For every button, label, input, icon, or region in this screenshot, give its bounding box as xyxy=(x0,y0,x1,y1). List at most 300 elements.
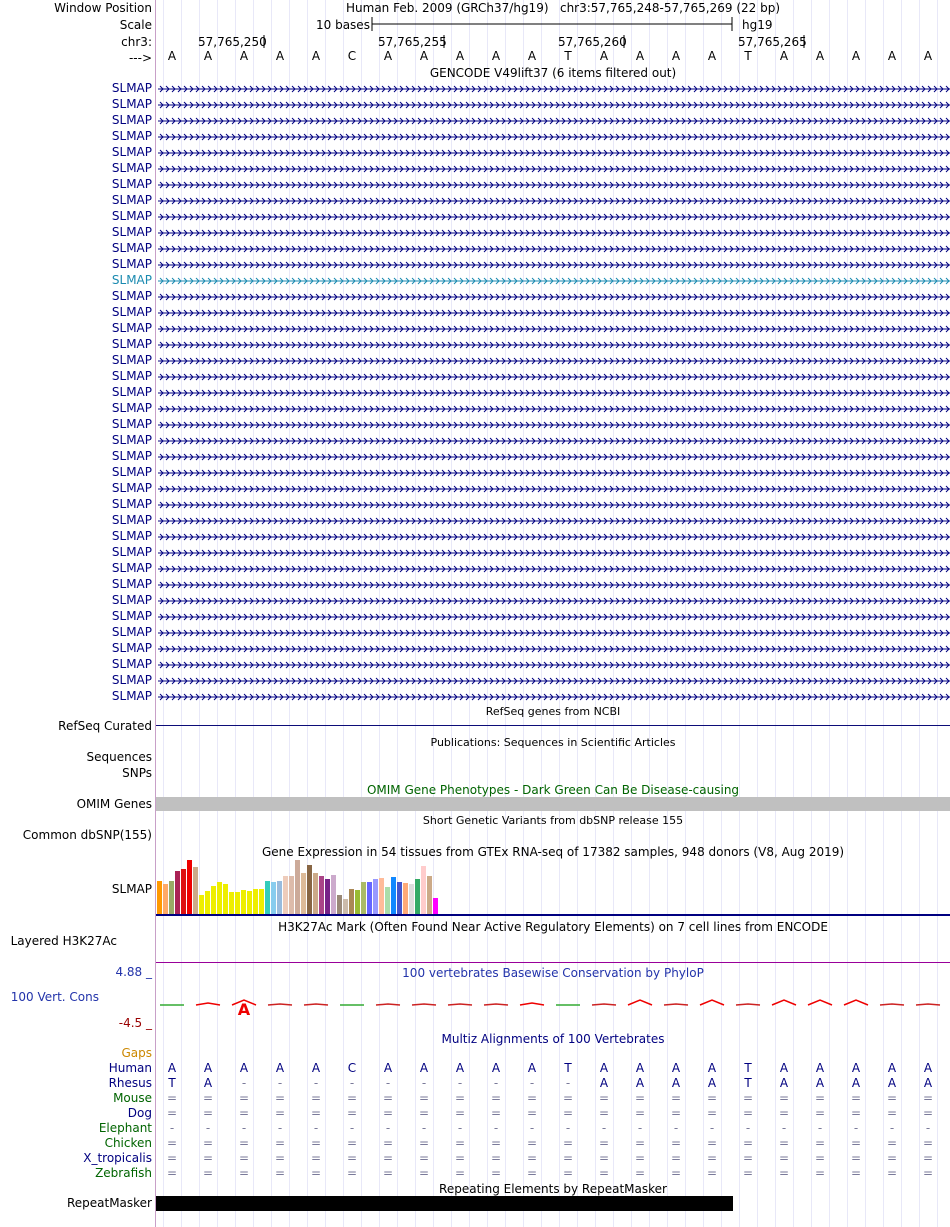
alignment-base: = xyxy=(598,1106,610,1120)
phylop-score-glyph xyxy=(304,1004,328,1005)
gencode-transcript-line[interactable] xyxy=(156,164,950,174)
alignment-base: - xyxy=(277,1121,283,1135)
phylop-score-glyph xyxy=(880,1004,904,1005)
gencode-transcript-line[interactable] xyxy=(156,516,950,526)
gtex-tissue-bar xyxy=(361,882,366,914)
gencode-transcript-label[interactable]: SLMAP xyxy=(111,305,152,319)
publications-title: Publications: Sequences in Scientific Articles xyxy=(430,736,676,749)
gencode-transcript-label[interactable]: SLMAP xyxy=(111,257,152,271)
alignment-base: = xyxy=(922,1091,934,1105)
alignment-base: A xyxy=(887,1061,897,1075)
gencode-transcript-line[interactable] xyxy=(156,692,950,702)
alignment-base: A xyxy=(203,1076,213,1090)
base-letter: A xyxy=(887,49,897,63)
gencode-transcript-line[interactable] xyxy=(156,84,950,94)
gencode-transcript-label[interactable]: SLMAP xyxy=(111,177,152,191)
gtex-tissue-bar xyxy=(229,892,234,914)
gencode-transcript-label[interactable]: SLMAP xyxy=(111,369,152,383)
gtex-baseline xyxy=(156,914,950,916)
alignment-base: = xyxy=(778,1106,790,1120)
alignment-base: = xyxy=(310,1151,322,1165)
species-label[interactable]: X_tropicalis xyxy=(83,1151,152,1165)
gencode-transcript-label[interactable]: SLMAP xyxy=(111,289,152,303)
gencode-transcript-line[interactable] xyxy=(156,468,950,478)
alignment-base: - xyxy=(565,1076,571,1090)
alignment-base: = xyxy=(238,1136,250,1150)
alignment-base: = xyxy=(454,1136,466,1150)
alignment-base: = xyxy=(274,1151,286,1165)
phylop-graph[interactable] xyxy=(156,995,950,1025)
alignment-base: - xyxy=(205,1121,211,1135)
alignment-base: = xyxy=(274,1166,286,1180)
gencode-transcript-label[interactable]: SLMAP xyxy=(111,465,152,479)
scale-label: Scale xyxy=(119,18,152,32)
gtex-tissue-bar xyxy=(415,879,420,914)
alignment-base: A xyxy=(815,1061,825,1075)
alignment-base: = xyxy=(526,1151,538,1165)
gencode-transcript-label[interactable]: SLMAP xyxy=(111,161,152,175)
alignment-base: - xyxy=(349,1076,355,1090)
gencode-transcript-line[interactable] xyxy=(156,580,950,590)
alignment-base: A xyxy=(527,1061,537,1075)
phylop-min-label: -4.5 _ xyxy=(118,1016,152,1030)
alignment-base: = xyxy=(814,1091,826,1105)
gencode-transcript-line[interactable] xyxy=(156,324,950,334)
alignment-base: - xyxy=(565,1121,571,1135)
gencode-transcript-line[interactable] xyxy=(156,292,950,302)
alignment-base: A xyxy=(635,1061,645,1075)
gencode-transcript-line[interactable] xyxy=(156,148,950,158)
alignment-base: = xyxy=(454,1166,466,1180)
gencode-transcript-line[interactable] xyxy=(156,212,950,222)
refseq-label[interactable]: RefSeq Curated xyxy=(58,719,152,733)
base-letter: A xyxy=(203,49,213,63)
alignment-base: = xyxy=(202,1166,214,1180)
omim-label[interactable]: OMIM Genes xyxy=(76,797,152,811)
gtex-tissue-bar xyxy=(355,890,360,914)
alignment-base: = xyxy=(706,1136,718,1150)
alignment-base: = xyxy=(922,1136,934,1150)
alignment-base: = xyxy=(562,1106,574,1120)
alignment-base: - xyxy=(709,1121,715,1135)
tick-label: 57,765,250 xyxy=(198,35,267,49)
base-letter: A xyxy=(383,49,393,63)
alignment-base: = xyxy=(886,1091,898,1105)
gtex-tissue-bar xyxy=(319,876,324,914)
alignment-base: - xyxy=(385,1076,391,1090)
alignment-base: - xyxy=(349,1121,355,1135)
alignment-base: = xyxy=(850,1136,862,1150)
gtex-tissue-bar xyxy=(217,882,222,914)
alignment-base: = xyxy=(166,1106,178,1120)
alignment-base: = xyxy=(346,1151,358,1165)
phylop-score-glyph xyxy=(196,1003,220,1005)
alignment-base: T xyxy=(168,1076,176,1090)
gencode-transcript-label[interactable]: SLMAP xyxy=(111,81,152,95)
gencode-transcript-label[interactable]: SLMAP xyxy=(111,497,152,511)
alignment-base: = xyxy=(670,1151,682,1165)
gencode-transcript-line[interactable] xyxy=(156,500,950,510)
gencode-transcript-line[interactable] xyxy=(156,612,950,622)
gencode-transcript-line[interactable] xyxy=(156,116,950,126)
snps-label[interactable]: SNPs xyxy=(122,766,152,780)
alignment-base: = xyxy=(922,1151,934,1165)
alignment-base: = xyxy=(886,1151,898,1165)
alignment-base: = xyxy=(382,1136,394,1150)
alignment-base: = xyxy=(778,1166,790,1180)
alignment-base: = xyxy=(490,1106,502,1120)
species-label[interactable]: Dog xyxy=(127,1106,152,1120)
phylop-score-glyph xyxy=(628,1000,652,1005)
h3k27ac-label[interactable]: Layered H3K27Ac xyxy=(10,934,117,948)
alignment-base: = xyxy=(670,1166,682,1180)
base-letter: A xyxy=(851,49,861,63)
gencode-transcript-label[interactable]: SLMAP xyxy=(111,625,152,639)
gencode-transcript-label[interactable]: SLMAP xyxy=(111,593,152,607)
alignment-base: - xyxy=(529,1076,535,1090)
gencode-transcript-label[interactable]: SLMAP xyxy=(111,321,152,335)
gtex-tissue-bar xyxy=(421,866,426,914)
gtex-tissue-bar xyxy=(343,899,348,914)
gtex-tissue-bar xyxy=(427,876,432,914)
gencode-transcript-label[interactable]: SLMAP xyxy=(111,449,152,463)
base-letter: T xyxy=(744,49,752,63)
gtex-tissue-bar xyxy=(307,865,312,914)
species-label[interactable]: Zebrafish xyxy=(95,1166,152,1180)
alignment-base: A xyxy=(239,1061,249,1075)
alignment-base: = xyxy=(418,1136,430,1150)
alignment-base: = xyxy=(526,1136,538,1150)
scale-text: 10 bases xyxy=(316,18,370,32)
alignment-base: A xyxy=(599,1076,609,1090)
tick-label: 57,765,260 xyxy=(558,35,627,49)
alignment-base: = xyxy=(634,1166,646,1180)
alignment-base: = xyxy=(598,1091,610,1105)
alignment-base: = xyxy=(238,1091,250,1105)
gtex-tissue-bar xyxy=(283,876,288,914)
gencode-transcript-label[interactable]: SLMAP xyxy=(111,225,152,239)
alignment-base: = xyxy=(562,1151,574,1165)
db-text: hg19 xyxy=(742,18,773,32)
phylop-score-glyph xyxy=(484,1004,508,1005)
alignment-base: C xyxy=(347,1061,357,1075)
alignment-base: - xyxy=(493,1121,499,1135)
base-letter: A xyxy=(599,49,609,63)
gtex-tissue-bar xyxy=(379,878,384,914)
species-label[interactable]: Mouse xyxy=(113,1091,152,1105)
alignment-base: = xyxy=(742,1151,754,1165)
gtex-tissue-bar xyxy=(433,898,438,914)
alignment-base: A xyxy=(419,1061,429,1075)
gtex-label[interactable]: SLMAP xyxy=(111,882,152,896)
dbsnp-label[interactable]: Common dbSNP(155) xyxy=(22,828,152,842)
gencode-transcript-label[interactable]: SLMAP xyxy=(111,561,152,575)
alignment-base: = xyxy=(742,1136,754,1150)
multiz-title: Multiz Alignments of 100 Vertebrates xyxy=(441,1032,665,1046)
phylop-score-glyph xyxy=(448,1004,472,1005)
gencode-transcript-line[interactable] xyxy=(156,596,950,606)
alignment-base: = xyxy=(742,1091,754,1105)
gencode-transcript-label[interactable]: SLMAP xyxy=(111,385,152,399)
gtex-tissue-bar xyxy=(331,875,336,914)
alignment-base: = xyxy=(886,1136,898,1150)
alignment-base: = xyxy=(310,1136,322,1150)
alignment-base: = xyxy=(886,1166,898,1180)
assembly-text: Human Feb. 2009 (GRCh37/hg19) xyxy=(346,1,549,15)
gtex-tissue-bar xyxy=(325,879,330,914)
repeatmasker-element[interactable] xyxy=(156,1196,733,1211)
gtex-tissue-bar xyxy=(397,882,402,914)
alignment-base: A xyxy=(599,1061,609,1075)
alignment-base: A xyxy=(383,1061,393,1075)
tick-label: 57,765,265 xyxy=(738,35,807,49)
alignment-base: = xyxy=(418,1166,430,1180)
alignment-base: - xyxy=(493,1076,499,1090)
gencode-transcript-line[interactable] xyxy=(156,484,950,494)
alignment-base: A xyxy=(851,1076,861,1090)
phylop-score-glyph xyxy=(268,1004,292,1005)
alignment-base: - xyxy=(241,1121,247,1135)
phylop-label[interactable]: 100 Vert. Cons xyxy=(10,990,99,1004)
alignment-base: A xyxy=(671,1061,681,1075)
alignment-base: - xyxy=(781,1121,787,1135)
gencode-transcript-label[interactable]: SLMAP xyxy=(111,609,152,623)
alignment-base: A xyxy=(311,1061,321,1075)
alignment-base: = xyxy=(634,1136,646,1150)
alignment-base: = xyxy=(346,1091,358,1105)
alignment-base: A xyxy=(635,1076,645,1090)
gencode-transcript-line[interactable] xyxy=(156,420,950,430)
gtex-tissue-bar xyxy=(385,887,390,914)
alignment-base: = xyxy=(490,1166,502,1180)
omim-gene-bar[interactable] xyxy=(156,797,950,811)
gencode-transcript-label[interactable]: SLMAP xyxy=(111,513,152,527)
phylop-score-glyph xyxy=(592,1004,616,1005)
alignment-base: = xyxy=(418,1091,430,1105)
gencode-transcript-line[interactable] xyxy=(156,404,950,414)
alignment-base: = xyxy=(454,1151,466,1165)
gencode-transcript-line[interactable] xyxy=(156,660,950,670)
gencode-transcript-line[interactable] xyxy=(156,564,950,574)
gencode-transcript-line[interactable] xyxy=(156,260,950,270)
alignment-base: - xyxy=(313,1076,319,1090)
gtex-tissue-bar xyxy=(403,883,408,914)
gencode-transcript-line[interactable] xyxy=(156,180,950,190)
gtex-tissue-bar xyxy=(223,884,228,914)
alignment-base: = xyxy=(742,1106,754,1120)
alignment-base: - xyxy=(529,1121,535,1135)
gencode-transcript-label[interactable]: SLMAP xyxy=(111,145,152,159)
alignment-base: = xyxy=(778,1136,790,1150)
phylop-score-glyph xyxy=(736,1004,760,1005)
alignment-base: = xyxy=(166,1136,178,1150)
gencode-transcript-line[interactable] xyxy=(156,436,950,446)
alignment-base: - xyxy=(241,1076,247,1090)
alignment-base: A xyxy=(167,1061,177,1075)
gencode-transcript-label[interactable]: SLMAP xyxy=(111,529,152,543)
species-label[interactable]: Elephant xyxy=(98,1121,152,1135)
alignment-base: T xyxy=(564,1061,572,1075)
gencode-transcript-line[interactable] xyxy=(156,356,950,366)
base-letter: A xyxy=(167,49,177,63)
gtex-tissue-bar xyxy=(367,882,372,914)
gencode-transcript-line[interactable] xyxy=(156,372,950,382)
gencode-transcript-label[interactable]: SLMAP xyxy=(111,113,152,127)
gencode-transcript-label[interactable]: SLMAP xyxy=(111,689,152,703)
gencode-transcript-label[interactable]: SLMAP xyxy=(111,273,152,287)
gtex-title: Gene Expression in 54 tissues from GTEx RNA-seq of 17382 samples, 948 donors (V8, Aug 2019) xyxy=(261,845,845,859)
alignment-base: = xyxy=(202,1136,214,1150)
gencode-transcript-line[interactable] xyxy=(156,676,950,686)
gtex-tissue-bar xyxy=(253,889,258,914)
gencode-transcript-label[interactable]: SLMAP xyxy=(111,577,152,591)
multiz-gaps-label[interactable]: Gaps xyxy=(121,1046,152,1060)
gtex-tissue-bar xyxy=(181,869,186,914)
gtex-tissue-bar xyxy=(271,882,276,914)
species-label[interactable]: Chicken xyxy=(104,1136,152,1150)
gencode-transcript-line[interactable] xyxy=(156,132,950,142)
gencode-transcript-line[interactable] xyxy=(156,452,950,462)
gencode-transcript-line[interactable] xyxy=(156,388,950,398)
alignment-base: A xyxy=(887,1076,897,1090)
gencode-transcript-line[interactable] xyxy=(156,100,950,110)
h3k27ac-title: H3K27Ac Mark (Often Found Near Active Regulatory Elements) on 7 cell lines from ENCODE xyxy=(278,920,828,934)
gencode-transcript-line[interactable] xyxy=(156,308,950,318)
tick-label: 57,765,255 xyxy=(378,35,447,49)
phylop-score-glyph xyxy=(772,1000,796,1005)
alignment-base: = xyxy=(634,1091,646,1105)
alignment-base: = xyxy=(454,1106,466,1120)
gencode-transcript-line[interactable] xyxy=(156,548,950,558)
alignment-base: = xyxy=(526,1091,538,1105)
gencode-transcript-label[interactable]: SLMAP xyxy=(111,337,152,351)
gtex-tissue-bar xyxy=(169,881,174,914)
gencode-transcript-label[interactable]: SLMAP xyxy=(111,417,152,431)
phylop-score-glyph xyxy=(412,1004,436,1005)
species-label[interactable]: Human xyxy=(108,1061,152,1075)
gencode-transcript-label[interactable]: SLMAP xyxy=(111,353,152,367)
gtex-tissue-bar xyxy=(157,881,162,914)
alignment-base: = xyxy=(238,1151,250,1165)
alignment-base: = xyxy=(166,1151,178,1165)
alignment-base: A xyxy=(707,1061,717,1075)
phylop-score-glyph xyxy=(844,1000,868,1005)
gencode-transcript-label[interactable]: SLMAP xyxy=(111,129,152,143)
alignment-base: = xyxy=(814,1151,826,1165)
gencode-transcript-line[interactable] xyxy=(156,244,950,254)
alignment-base: - xyxy=(421,1121,427,1135)
gencode-transcript-line[interactable] xyxy=(156,628,950,638)
repeatmasker-label[interactable]: RepeatMasker xyxy=(66,1196,152,1210)
gtex-bar-chart[interactable] xyxy=(156,858,950,916)
h3k27ac-signal-line[interactable] xyxy=(156,962,950,963)
gencode-transcript-label[interactable]: SLMAP xyxy=(111,641,152,655)
alignment-base: = xyxy=(598,1151,610,1165)
gencode-transcript-label[interactable]: SLMAP xyxy=(111,401,152,415)
alignment-base: = xyxy=(454,1091,466,1105)
alignment-base: = xyxy=(346,1136,358,1150)
track-area[interactable] xyxy=(156,0,950,1227)
alignment-base: A xyxy=(779,1076,789,1090)
alignment-base: - xyxy=(673,1121,679,1135)
gencode-transcript-line[interactable] xyxy=(156,340,950,350)
gencode-title: GENCODE V49lift37 (6 items filtered out) xyxy=(429,66,677,80)
alignment-base: A xyxy=(851,1061,861,1075)
alignment-base: = xyxy=(706,1106,718,1120)
alignment-base: A xyxy=(923,1076,933,1090)
gencode-transcript-line[interactable] xyxy=(156,644,950,654)
species-label[interactable]: Rhesus xyxy=(108,1076,152,1090)
alignment-base: = xyxy=(238,1106,250,1120)
gencode-transcript-label[interactable]: SLMAP xyxy=(111,545,152,559)
alignment-base: = xyxy=(814,1166,826,1180)
alignment-base: - xyxy=(853,1121,859,1135)
alignment-base: = xyxy=(886,1106,898,1120)
alignment-base: = xyxy=(562,1166,574,1180)
gtex-tissue-bar xyxy=(193,867,198,914)
alignment-base: = xyxy=(310,1166,322,1180)
gtex-tissue-bar xyxy=(211,886,216,914)
gencode-transcript-label[interactable]: SLMAP xyxy=(111,209,152,223)
alignment-base: A xyxy=(671,1076,681,1090)
gencode-transcript-line[interactable] xyxy=(156,196,950,206)
chrom-label: chr3: xyxy=(121,35,152,49)
gencode-transcript-label[interactable]: SLMAP xyxy=(111,97,152,111)
alignment-base: = xyxy=(382,1151,394,1165)
gtex-tissue-bar xyxy=(391,877,396,914)
alignment-base: = xyxy=(310,1091,322,1105)
alignment-base: A xyxy=(491,1061,501,1075)
alignment-base: = xyxy=(346,1106,358,1120)
gencode-transcript-label[interactable]: SLMAP xyxy=(111,193,152,207)
gencode-transcript-line[interactable] xyxy=(156,228,950,238)
track-labels-panel xyxy=(0,0,155,1227)
alignment-base: = xyxy=(670,1091,682,1105)
alignment-base: = xyxy=(274,1091,286,1105)
base-letter: A xyxy=(671,49,681,63)
gencode-transcript-line[interactable] xyxy=(156,276,950,286)
base-letter: A xyxy=(311,49,321,63)
alignment-base: - xyxy=(601,1121,607,1135)
alignment-base: A xyxy=(707,1076,717,1090)
phylop-score-glyph xyxy=(376,1004,400,1005)
base-letter: A xyxy=(779,49,789,63)
gtex-tissue-bar xyxy=(259,889,264,914)
gencode-transcript-label[interactable]: SLMAP xyxy=(111,433,152,447)
alignment-base: = xyxy=(598,1166,610,1180)
alignment-base: = xyxy=(706,1151,718,1165)
alignment-base: = xyxy=(526,1166,538,1180)
gtex-tissue-bar xyxy=(247,891,252,914)
gencode-transcript-label[interactable]: SLMAP xyxy=(111,657,152,671)
alignment-base: = xyxy=(346,1166,358,1180)
gencode-transcript-label[interactable]: SLMAP xyxy=(111,673,152,687)
alignment-base: = xyxy=(166,1091,178,1105)
refseq-gene-line[interactable] xyxy=(156,725,950,726)
alignment-base: = xyxy=(850,1151,862,1165)
gencode-transcript-line[interactable] xyxy=(156,532,950,542)
gencode-transcript-label[interactable]: SLMAP xyxy=(111,481,152,495)
sequences-label[interactable]: Sequences xyxy=(86,750,152,764)
gtex-tissue-bar xyxy=(175,871,180,914)
gencode-transcript-label[interactable]: SLMAP xyxy=(111,241,152,255)
alignment-base: = xyxy=(382,1166,394,1180)
alignment-base: = xyxy=(418,1151,430,1165)
alignment-base: - xyxy=(385,1121,391,1135)
phylop-highlight-letter: A xyxy=(237,1000,251,1019)
alignment-base: = xyxy=(238,1166,250,1180)
alignment-base: = xyxy=(274,1106,286,1120)
